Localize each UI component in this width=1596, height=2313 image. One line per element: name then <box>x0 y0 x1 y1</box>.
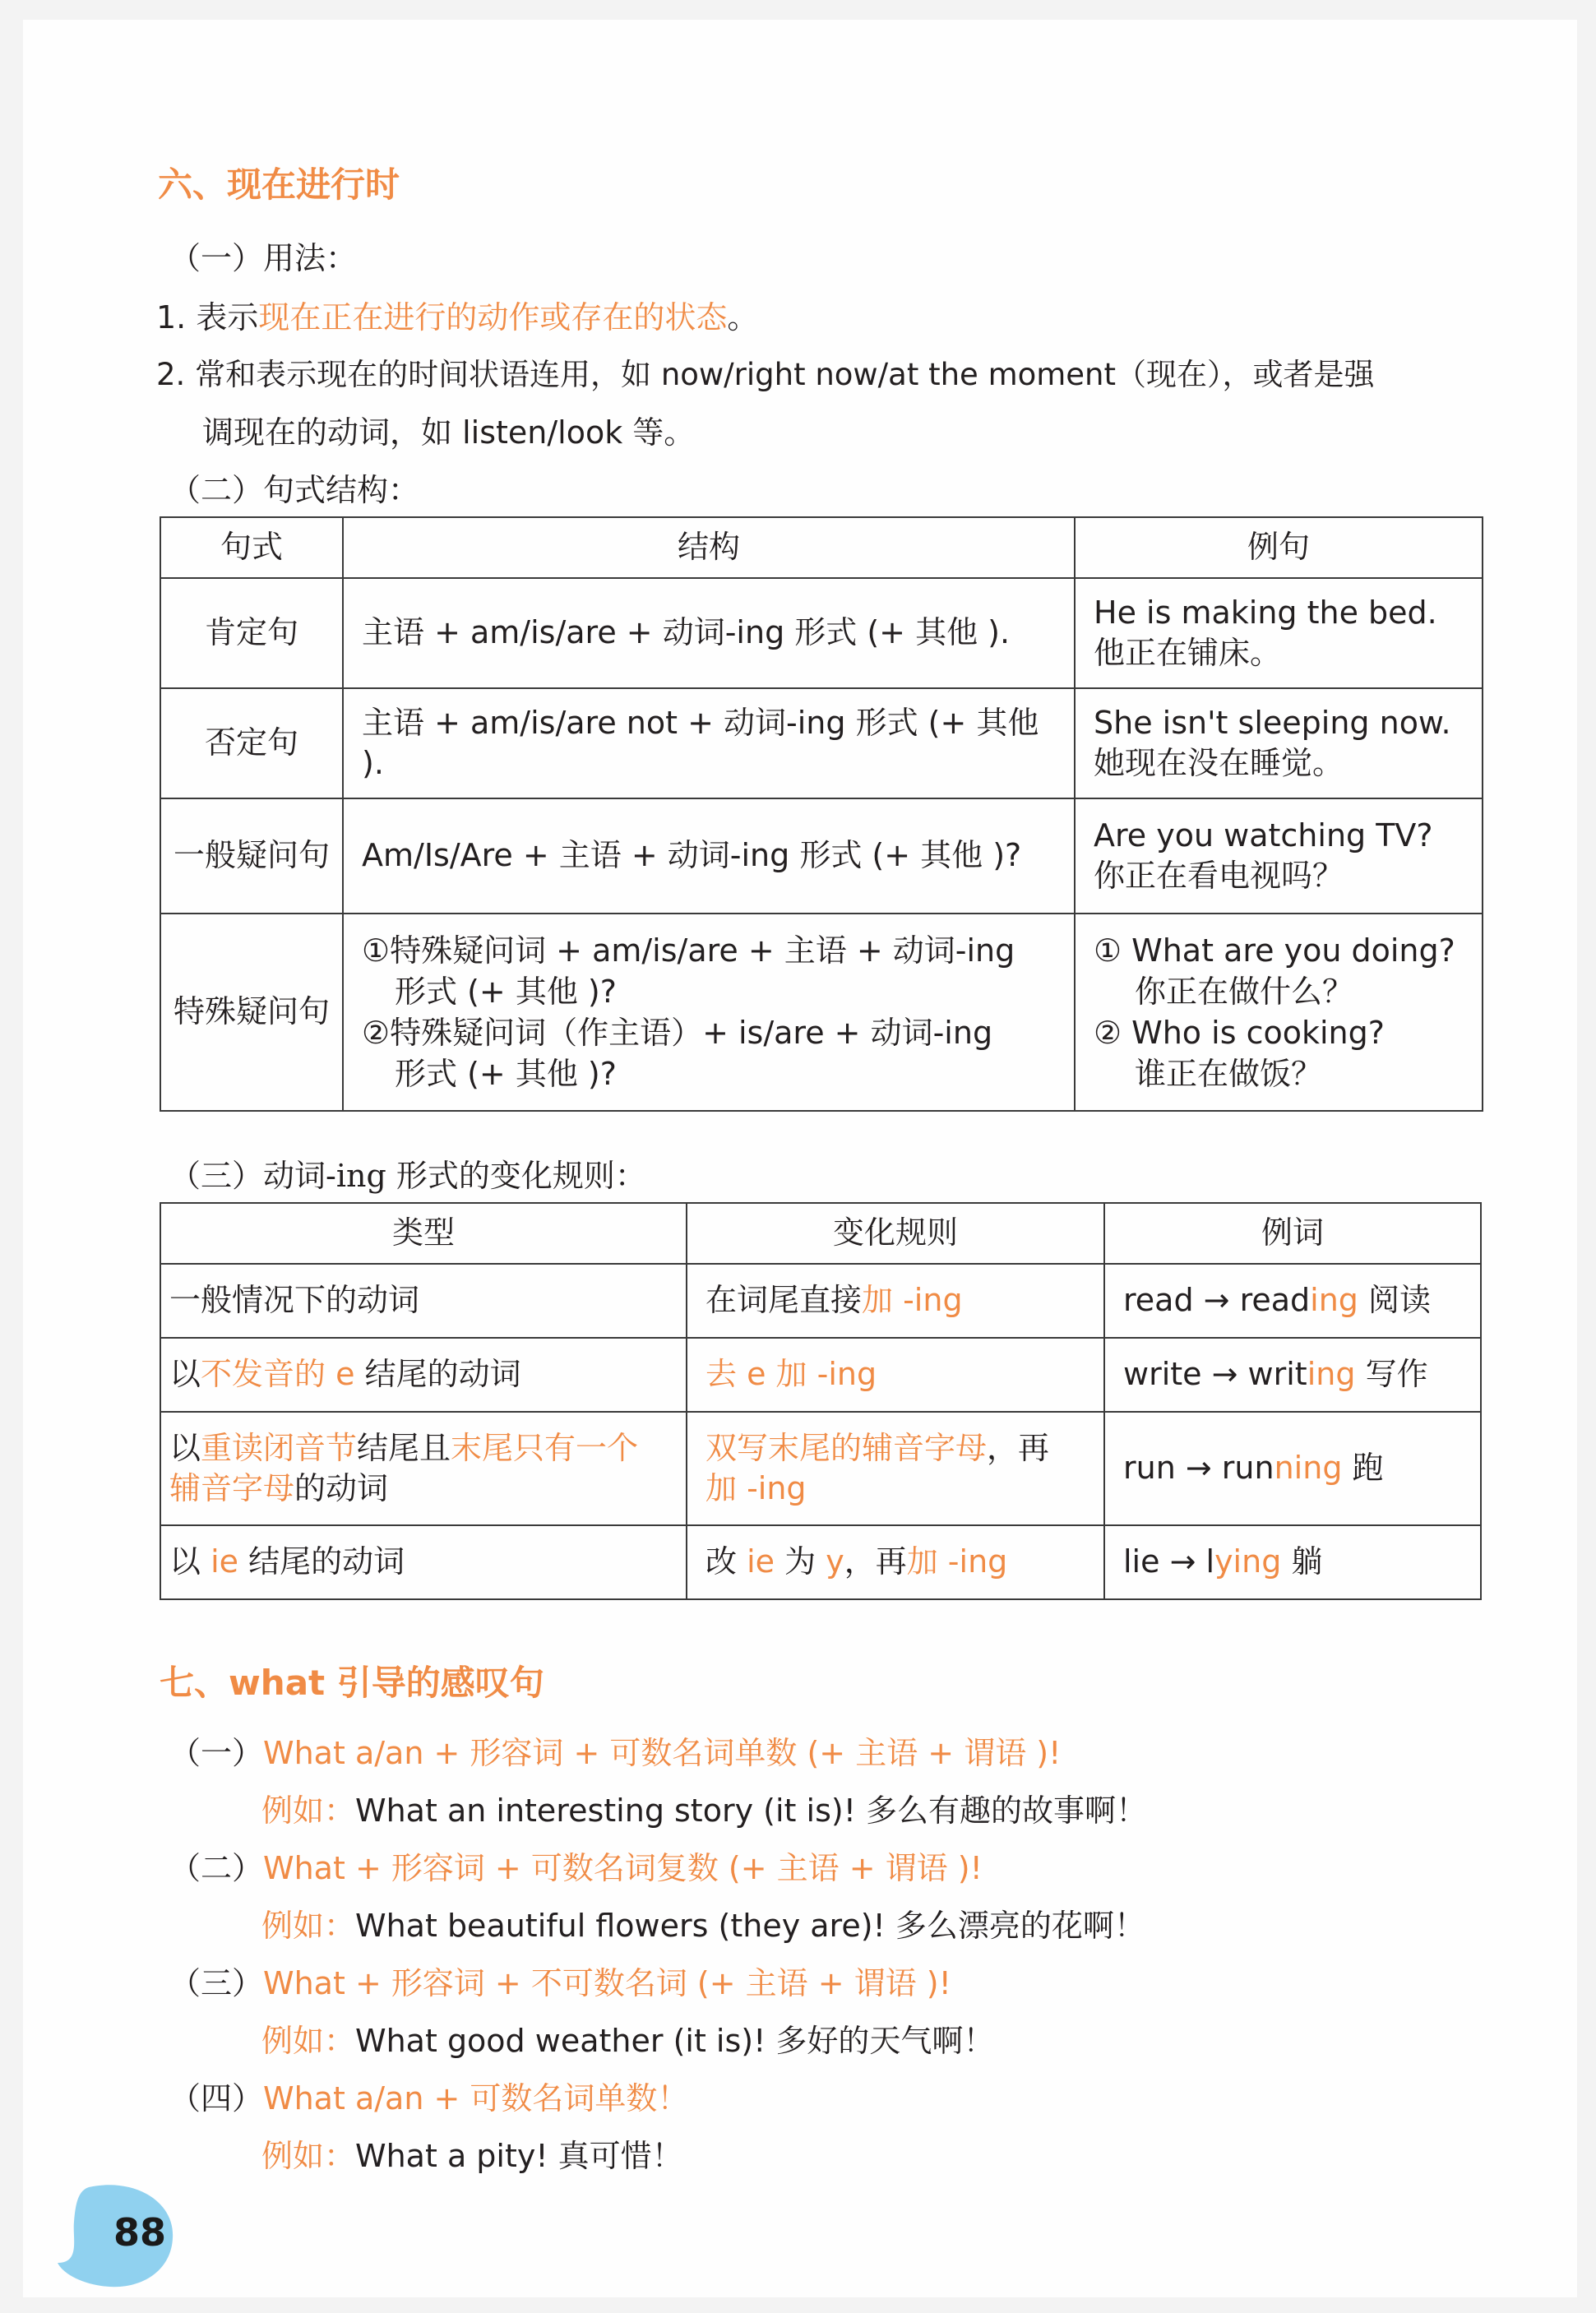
highlight-text: ying <box>1214 1543 1282 1580</box>
rule-number: （二） <box>169 1850 264 1886</box>
header-structure: 结构 <box>343 517 1075 578</box>
row-type <box>160 1338 687 1412</box>
header-example: 例句 <box>1075 517 1483 578</box>
usage-item-1-highlight: 现在正在进行的动作或存在的状态 <box>258 299 728 335</box>
structure-line: 主语 + am/is/are not + 动词-ing 形式 (+ 其他 ). <box>362 704 1039 781</box>
section-6-title: 六、现在进行时 <box>158 164 400 205</box>
example-text: What an interesting story (it is)! 多么有趣的故事啊！ <box>355 1793 1148 1829</box>
structure-line: 形式 (+ 其他 )? <box>395 1056 617 1093</box>
row-example <box>1075 578 1483 688</box>
usage-heading: （一）用法： <box>169 240 358 276</box>
example-en: Are you watching TV? <box>1094 816 1433 853</box>
plain-text: 在词尾直接 <box>705 1282 863 1319</box>
rule-pattern: What a/an + 形容词 + 可数名词单数 (+ 主语 + 谓语 )! <box>263 1735 1062 1771</box>
plain-text: 以 <box>169 1543 211 1580</box>
row-rule <box>687 1338 1104 1412</box>
row-structure <box>343 688 1075 798</box>
header-rule: 变化规则 <box>687 1203 1104 1264</box>
plain-text: → <box>1193 1282 1240 1319</box>
highlight-text: ie <box>210 1543 239 1580</box>
usage-item-2-line1: 2. 常和表示现在的时间状语连用，如 now/right now/at the moment（现在），或者是强 <box>156 357 1375 392</box>
highlight-text: ning <box>1274 1450 1343 1487</box>
highlight-text: ing <box>1307 1356 1356 1393</box>
example-cn: 你正在做什么？ <box>1135 973 1354 1010</box>
page-number: 88 <box>113 2210 167 2255</box>
usage-item-1-prefix: 1. 表示 <box>156 299 259 335</box>
row-example <box>1075 688 1483 798</box>
plain-text: 的动词 <box>294 1470 389 1506</box>
plain-text: read <box>1239 1282 1311 1319</box>
row-example <box>1075 914 1483 1111</box>
usage-item-1 <box>156 299 758 337</box>
plain-text: 以 <box>169 1429 201 1466</box>
table-row <box>160 798 1483 914</box>
exclamation-rule-4 <box>169 2080 688 2118</box>
example-text: What a pity! 真可惜！ <box>355 2138 683 2174</box>
plain-text: 为 <box>775 1543 826 1580</box>
exclamation-example-1 <box>261 1793 1147 1830</box>
plain-text: 改 <box>705 1543 747 1580</box>
exclamation-rule-3 <box>169 1965 951 2003</box>
example-label: 例如： <box>261 2138 356 2174</box>
example-cn: 他正在铺床。 <box>1094 635 1282 671</box>
row-rule <box>687 1525 1104 1599</box>
highlight-text: 双写末尾的辅音字母 <box>705 1429 988 1466</box>
example-cn: 谁正在做饭？ <box>1135 1056 1323 1093</box>
example-cn: 她现在没在睡觉。 <box>1094 745 1344 781</box>
plain-text: → <box>1159 1543 1206 1580</box>
table-row <box>160 1338 1481 1412</box>
plain-text: run <box>1221 1450 1274 1487</box>
example-en: ① What are you doing? <box>1094 932 1455 969</box>
row-type <box>160 1412 687 1525</box>
exclamation-rule-1 <box>169 1735 1061 1773</box>
rule-number: （三） <box>169 1965 264 2001</box>
table-row <box>160 688 1483 798</box>
header-sentence-type: 句式 <box>160 517 343 578</box>
example-en: She isn't sleeping now. <box>1094 704 1451 741</box>
exclamation-example-3 <box>261 2023 994 2061</box>
exclamation-rule-2 <box>169 1850 983 1888</box>
plain-text: 以 <box>169 1356 201 1393</box>
structure-line: ②特殊疑问词（作主语）+ is/are + 动词-ing <box>362 1015 993 1051</box>
ing-rules-table <box>160 1202 1482 1600</box>
plain-text: 写作 <box>1355 1356 1428 1393</box>
structure-table <box>160 516 1483 1112</box>
highlight-text: 加 -ing <box>705 1470 807 1506</box>
structure-line: Am/Is/Are + 主语 + 动词-ing 形式 (+ 其他 )? <box>362 837 1022 874</box>
row-structure <box>343 914 1075 1111</box>
row-sentence-type: 一般疑问句 <box>160 798 343 914</box>
rule-pattern: What + 形容词 + 不可数名词 (+ 主语 + 谓语 )! <box>263 1965 951 2001</box>
highlight-text: 加 -ing <box>862 1282 963 1319</box>
textbook-page <box>23 20 1577 2297</box>
highlight-text: 重读闭音节 <box>201 1429 358 1466</box>
plain-text: → <box>1175 1450 1222 1487</box>
plain-text: 结尾的动词 <box>354 1356 521 1393</box>
row-example-word <box>1104 1264 1481 1338</box>
example-cn: 你正在看电视吗？ <box>1094 858 1344 894</box>
rule-number: （四） <box>169 2080 264 2116</box>
highlight-text: 加 -ing <box>906 1543 1008 1580</box>
header-example-word: 例词 <box>1104 1203 1481 1264</box>
usage-item-1-suffix: 。 <box>727 299 759 335</box>
plain-text: run <box>1123 1450 1176 1487</box>
row-example <box>1075 798 1483 914</box>
plain-text: 躺 <box>1281 1543 1323 1580</box>
highlight-text: ie <box>747 1543 775 1580</box>
row-rule <box>687 1264 1104 1338</box>
row-example-word <box>1104 1412 1481 1525</box>
row-type <box>160 1525 687 1599</box>
structure-line: ①特殊疑问词 + am/is/are + 主语 + 动词-ing <box>362 932 1015 969</box>
row-rule <box>687 1412 1104 1525</box>
example-text: What beautiful flowers (they are)! 多么漂亮的花啊！ <box>355 1908 1145 1944</box>
plain-text: writ <box>1247 1356 1307 1393</box>
plain-text: 结尾且 <box>357 1429 451 1466</box>
plain-text: lie <box>1123 1543 1160 1580</box>
rule-pattern: What a/an + 可数名词单数！ <box>263 2080 689 2116</box>
rule-number: （一） <box>169 1735 264 1771</box>
exclamation-example-4 <box>261 2138 683 2176</box>
structure-line: 形式 (+ 其他 )? <box>395 973 617 1010</box>
rule-pattern: What + 形容词 + 可数名词复数 (+ 主语 + 谓语 )! <box>263 1850 983 1886</box>
row-structure <box>343 798 1075 914</box>
highlight-text: 末尾只有一个辅音字母 <box>169 1429 639 1506</box>
highlight-text: 去 e 加 -ing <box>705 1356 877 1393</box>
example-en: He is making the bed. <box>1094 594 1437 631</box>
structure-line: 主语 + am/is/are + 动词-ing 形式 (+ 其他 ). <box>362 614 1011 651</box>
plain-text: ，再 <box>844 1543 907 1580</box>
ing-rules-heading: （三）动词-ing 形式的变化规则： <box>169 1158 646 1194</box>
plain-text: → <box>1201 1356 1248 1393</box>
row-structure <box>343 578 1075 688</box>
ing-table-header <box>160 1203 1481 1264</box>
row-sentence-type: 肯定句 <box>160 578 343 688</box>
plain-text: write <box>1123 1356 1202 1393</box>
example-text: What good weather (it is)! 多好的天气啊！ <box>355 2023 995 2059</box>
plain-text: ，再 <box>987 1429 1050 1466</box>
section-7-title: 七、what 引导的感叹句 <box>160 1663 544 1703</box>
plain-text: 结尾的动词 <box>238 1543 405 1580</box>
header-type: 类型 <box>160 1203 687 1264</box>
table-row <box>160 1264 1481 1338</box>
plain-text: 跑 <box>1342 1450 1384 1487</box>
example-label: 例如： <box>261 2023 356 2059</box>
structure-heading: （二）句式结构： <box>169 472 420 508</box>
table-row <box>160 1412 1481 1525</box>
usage-item-2-line2: 调现在的动词，如 listen/look 等。 <box>202 414 696 451</box>
row-example-word <box>1104 1525 1481 1599</box>
example-label: 例如： <box>261 1793 356 1829</box>
highlight-text: ing <box>1310 1282 1358 1319</box>
table-row <box>160 914 1483 1111</box>
example-label: 例如： <box>261 1908 356 1944</box>
highlight-text: 不发音的 e <box>201 1356 355 1393</box>
plain-text: read <box>1123 1282 1194 1319</box>
table-row <box>160 1525 1481 1599</box>
row-type <box>160 1264 687 1338</box>
highlight-text: y <box>826 1543 844 1580</box>
exclamation-example-2 <box>261 1908 1145 1945</box>
plain-text: l <box>1205 1543 1215 1580</box>
row-sentence-type: 否定句 <box>160 688 343 798</box>
structure-table-header <box>160 517 1483 578</box>
example-en: ② Who is cooking? <box>1094 1015 1385 1051</box>
row-sentence-type: 特殊疑问句 <box>160 914 343 1111</box>
table-row <box>160 578 1483 688</box>
plain-text: 阅读 <box>1358 1282 1432 1319</box>
plain-text: 一般情况下的动词 <box>169 1282 420 1319</box>
row-example-word <box>1104 1338 1481 1412</box>
